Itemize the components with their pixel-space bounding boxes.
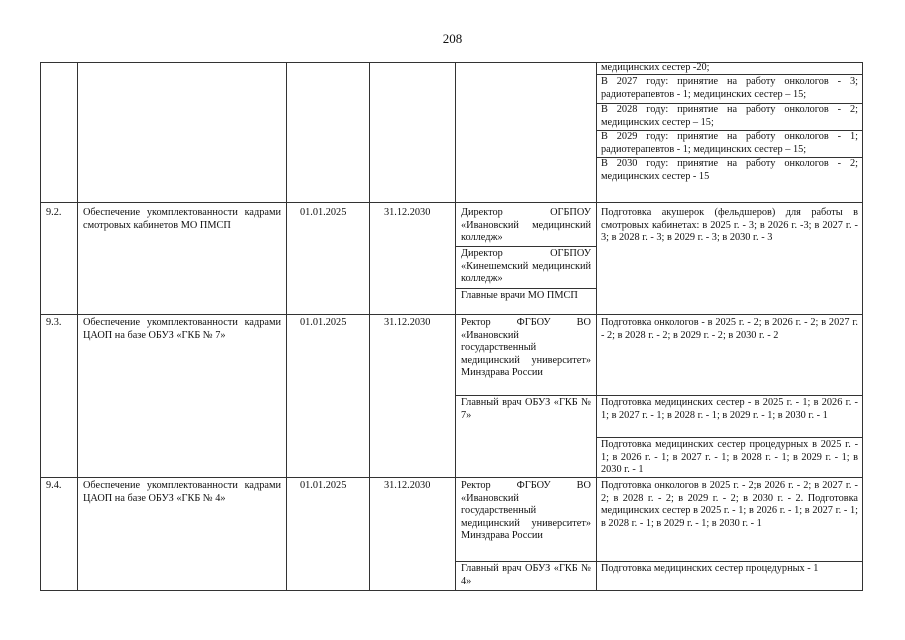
executor: Главный врач ОБУЗ «ГКБ № 4» [461, 563, 591, 587]
end-date: 31.12.2030 [384, 317, 431, 328]
end-date: 31.12.2030 [384, 480, 431, 491]
start-date: 01.01.2025 [300, 317, 347, 328]
start-date: 01.01.2025 [300, 480, 347, 491]
col-border [369, 62, 370, 591]
continuation-text: В 2030 году: принятие на работу онкологов - 2; медицинских сестер - 15 [601, 158, 858, 182]
table-bottom-border [40, 590, 863, 591]
result: Подготовка медицинских сестер - в 2025 г. - 1; в 2026 г. - 1; в 2027 г. - 1; в 2028 г. - 1; в 2029 г. - 1; в 2030 г. - 1 [601, 397, 858, 421]
row-number: 9.3. [46, 317, 62, 328]
continuation-text: В 2028 году: принятие на работу онкологов - 2; медицинских сестер – 15; [601, 104, 858, 128]
col-border [455, 62, 456, 591]
end-date: 31.12.2030 [384, 207, 431, 218]
executor: Ректор ФГБОУ ВО «Ивановский государственный медицинский университет» Минздрава России [461, 317, 591, 378]
executor: Ректор ФГБОУ ВО «Ивановский государственный медицинский университет» Минздрава России [461, 480, 591, 541]
cell-divider [455, 288, 596, 289]
row-number: 9.2. [46, 207, 62, 218]
cell-divider [455, 395, 863, 396]
result: Подготовка онкологов в 2025 г. - 2;в 2026 г. - 2; в 2027 г. - 2; в 2028 г. - 2; в 2029 г. - 2; в 2030 г. - 2. Подготовка медицинских сестер в 2025 г. - 1; в 2026 г. - 1; в 2027 г. - 1; в 2028 г. - 1; в 2029 г. - 1; в 2030 г. - 1 [601, 480, 858, 529]
row-divider [40, 202, 863, 203]
col-border [77, 62, 78, 591]
continuation-text: медицинских сестер -20; [601, 62, 710, 73]
continuation-text: В 2027 году: принятие на работу онкологов - 3; радиотерапевтов - 1; медицинских сестер – 15; [601, 76, 858, 100]
row-title: Обеспечение укомплектованности кадрами смотровых кабинетов МО ПМСП [83, 207, 281, 231]
row-divider [40, 314, 863, 315]
row-divider [40, 477, 863, 478]
cell-divider [596, 437, 863, 438]
result: Подготовка акушерок (фельдшеров) для работы в смотровых кабинетах: в 2025 г. - 3; в 2026 г. -3; в 2027 г. - 3; в 2028 г. - 3; в 2029 г. - 3; в 2030 г. - 3 [601, 207, 858, 243]
result: Подготовка медицинских сестер процедурных в 2025 г. - 1; в 2026 г. - 1; в 2027 г. - 1; в 2028 г. - 1; в 2029 г. - 1; в 2030 г. - 1 [601, 439, 858, 475]
start-date: 01.01.2025 [300, 207, 347, 218]
col-border [286, 62, 287, 591]
row-number: 9.4. [46, 480, 62, 491]
row-title: Обеспечение укомплектованности кадрами ЦАОП на базе ОБУЗ «ГКБ № 4» [83, 480, 281, 504]
col-border [40, 62, 41, 591]
col-border [862, 62, 863, 591]
executor: Директор ОГБПОУ «Ивановский медицинский колледж» [461, 207, 591, 243]
result: Подготовка медицинских сестер процедурных - 1 [601, 563, 819, 574]
row-title: Обеспечение укомплектованности кадрами ЦАОП на базе ОБУЗ «ГКБ № 7» [83, 317, 281, 341]
page-number: 208 [442, 31, 463, 46]
continuation-text: В 2029 году: принятие на работу онкологов - 1; радиотерапевтов - 1; медицинских сестер – 15; [601, 131, 858, 155]
cell-divider [455, 561, 863, 562]
executor: Главный врач ОБУЗ «ГКБ № 7» [461, 397, 591, 421]
col-border [596, 62, 597, 591]
result: Подготовка онкологов - в 2025 г. - 2; в 2026 г. - 2; в 2027 г. - 2; в 2028 г. - 2; в 2029 г. - 2; в 2030 г. - 2 [601, 317, 858, 341]
cell-divider [455, 246, 596, 247]
executor: Главные врачи МО ПМСП [461, 290, 578, 301]
executor: Директор ОГБПОУ «Кинешемский медицинский колледж» [461, 248, 591, 284]
